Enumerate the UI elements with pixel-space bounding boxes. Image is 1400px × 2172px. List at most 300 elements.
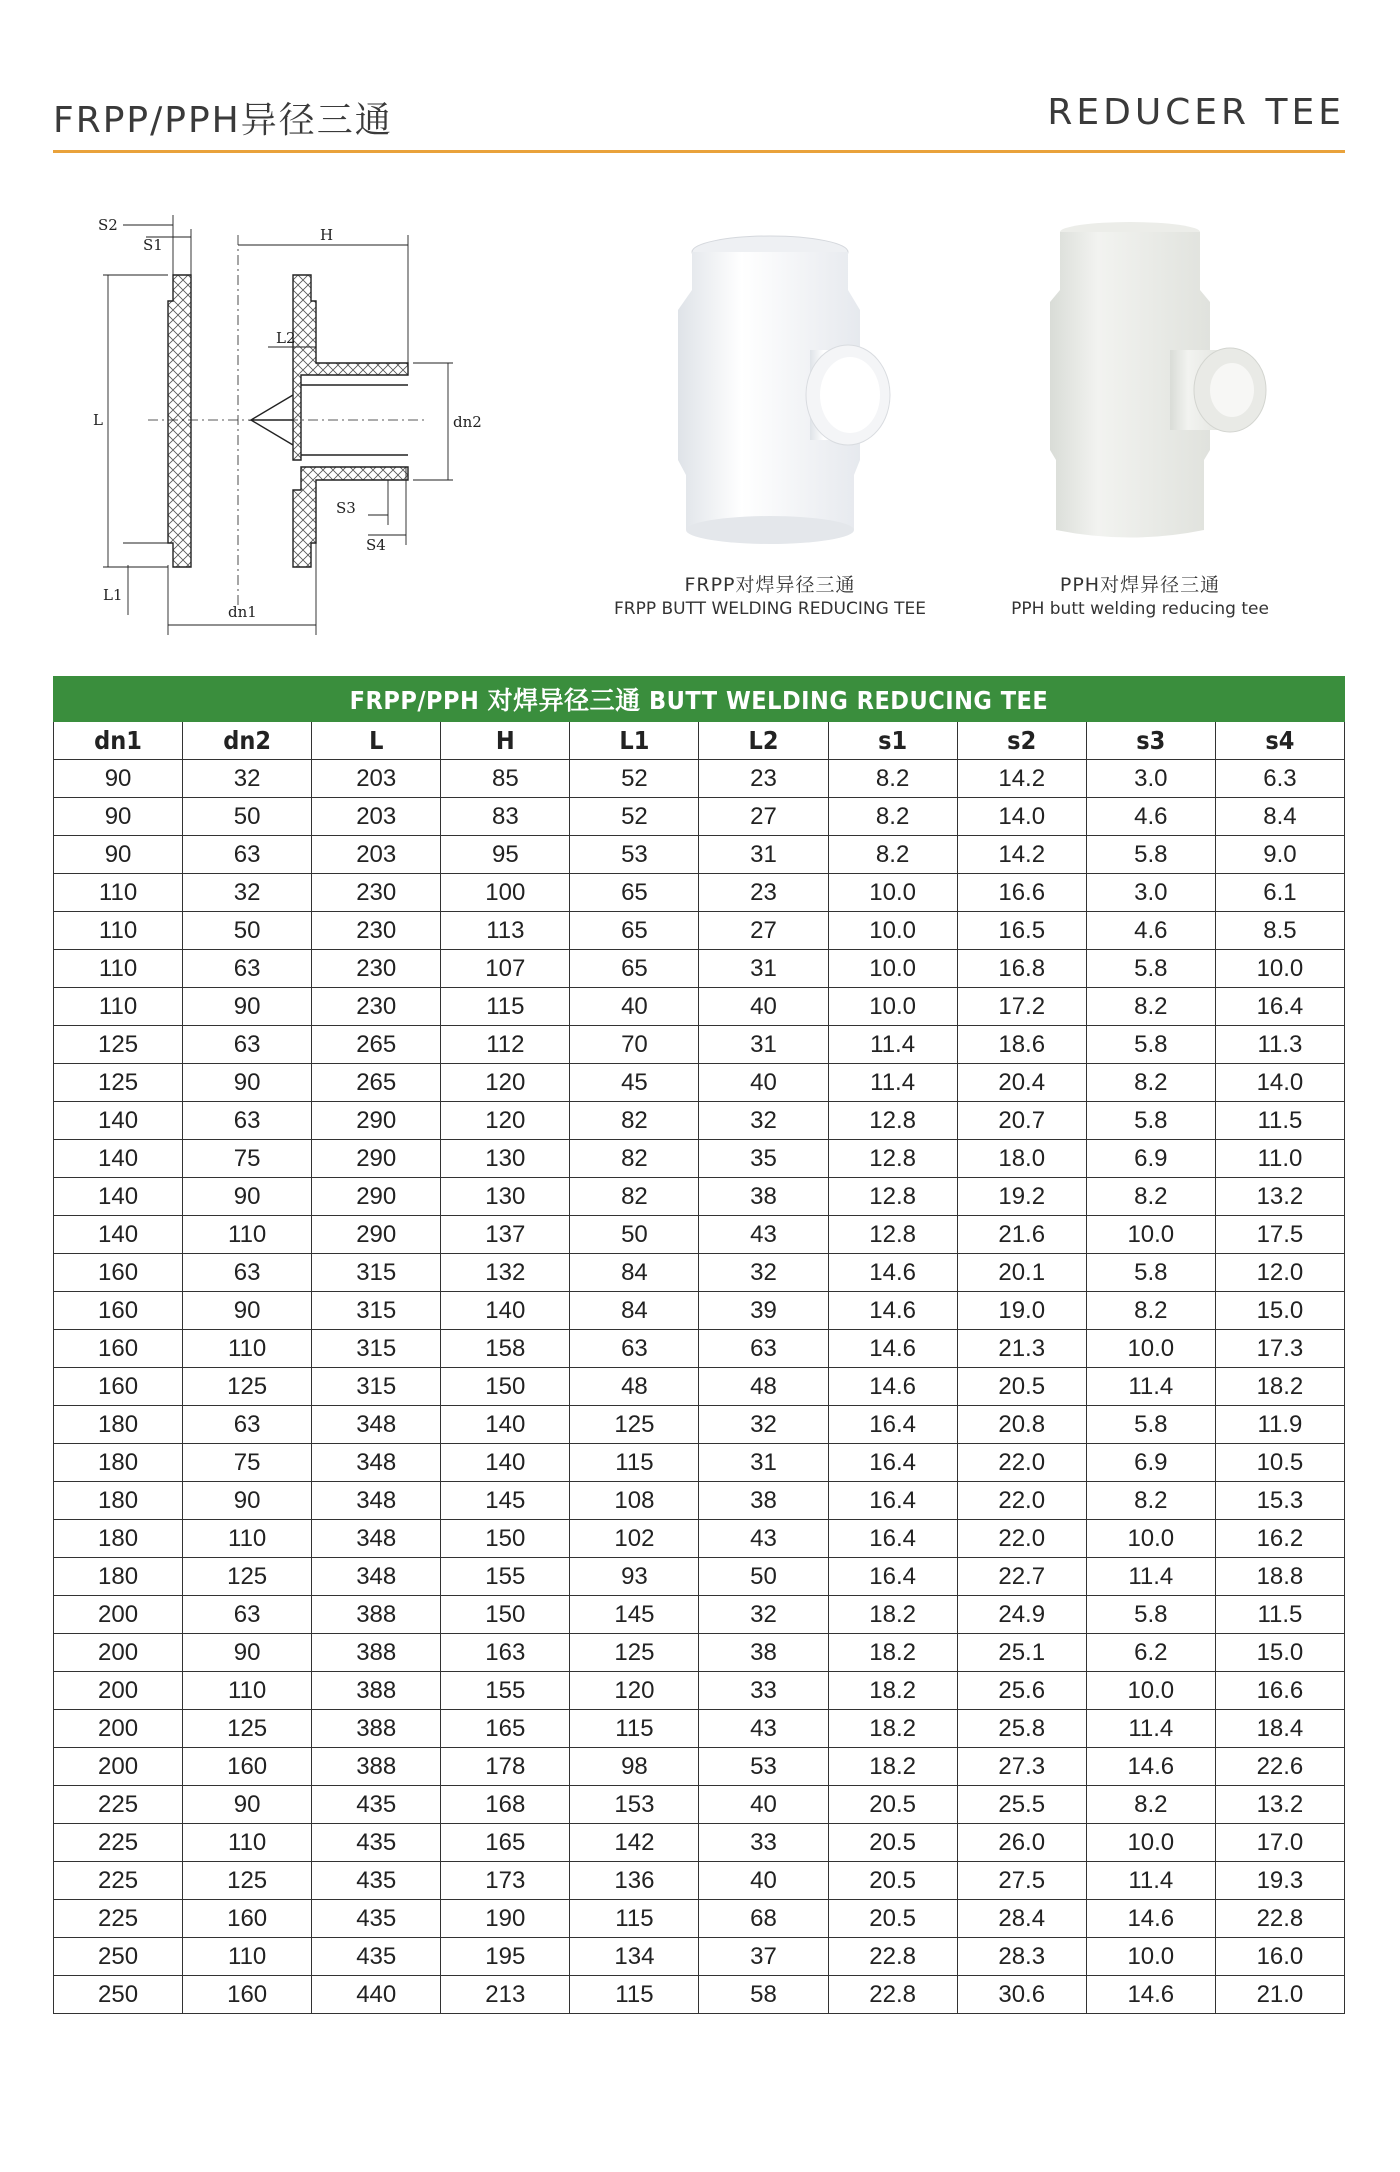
table-cell-l: 348 [312,1558,441,1596]
table-cell-s3: 5.8 [1086,950,1215,988]
table-cell-s3: 11.4 [1086,1558,1215,1596]
table-cell-s2: 22.0 [957,1520,1086,1558]
table-cell-h: 163 [441,1634,570,1672]
table-cell-dn1: 140 [54,1102,183,1140]
table-cell-dn2: 63 [183,1406,312,1444]
table-cell-s3: 5.8 [1086,1596,1215,1634]
table-row [54,1178,1345,1216]
table-cell-s1: 18.2 [828,1748,957,1786]
label-dn2: dn2 [453,413,482,431]
table-cell-l2: 31 [699,950,828,988]
table-cell-s2: 25.5 [957,1786,1086,1824]
table-cell-s2: 18.0 [957,1140,1086,1178]
table-row [54,1672,1345,1710]
table-cell-l2: 38 [699,1634,828,1672]
table-cell-s1: 11.4 [828,1026,957,1064]
table-cell-s2: 20.5 [957,1368,1086,1406]
table-cell-s3: 3.0 [1086,760,1215,798]
table-cell-s4: 18.8 [1215,1558,1344,1596]
table-cell-h: 145 [441,1482,570,1520]
table-cell-s1: 12.8 [828,1178,957,1216]
pph-caption-en: PPH butt welding reducing tee [1011,599,1269,619]
table-cell-dn1: 160 [54,1254,183,1292]
table-cell-h: 165 [441,1710,570,1748]
table-row [54,1634,1345,1672]
table-cell-l2: 32 [699,1596,828,1634]
table-cell-dn1: 200 [54,1748,183,1786]
table-cell-l: 388 [312,1672,441,1710]
table-cell-dn1: 90 [54,798,183,836]
table-cell-dn2: 160 [183,1900,312,1938]
table-cell-dn1: 200 [54,1634,183,1672]
table-cell-s1: 20.5 [828,1900,957,1938]
table-row [54,1292,1345,1330]
table-cell-dn2: 50 [183,912,312,950]
table-cell-dn1: 225 [54,1786,183,1824]
table-cell-s1: 16.4 [828,1444,957,1482]
table-cell-h: 190 [441,1900,570,1938]
table-body [54,760,1345,2014]
table-row [54,1216,1345,1254]
table-cell-l: 290 [312,1178,441,1216]
table-row [54,1064,1345,1102]
table-cell-s3: 6.9 [1086,1444,1215,1482]
table-cell-s4: 18.4 [1215,1710,1344,1748]
table-cell-s4: 11.0 [1215,1140,1344,1178]
technical-drawing [88,205,568,645]
table-cell-s4: 12.0 [1215,1254,1344,1292]
table-cell-l1: 70 [570,1026,699,1064]
table-row [54,988,1345,1026]
table-cell-dn1: 160 [54,1330,183,1368]
table-cell-s2: 22.0 [957,1444,1086,1482]
label-l2: L2 [276,329,296,347]
table-cell-l2: 31 [699,1444,828,1482]
table-cell-s4: 19.3 [1215,1862,1344,1900]
table-cell-l2: 33 [699,1672,828,1710]
column-header-l2: L2 [699,722,828,760]
table-cell-s3: 5.8 [1086,836,1215,874]
table-cell-dn1: 90 [54,836,183,874]
table-cell-dn1: 250 [54,1938,183,1976]
table-cell-s2: 20.7 [957,1102,1086,1140]
table-cell-s1: 12.8 [828,1102,957,1140]
table-cell-s4: 15.3 [1215,1482,1344,1520]
table-cell-dn2: 90 [183,988,312,1026]
table-cell-l2: 53 [699,1748,828,1786]
frpp-caption [575,570,965,619]
table-cell-s4: 13.2 [1215,1786,1344,1824]
table-cell-l1: 120 [570,1672,699,1710]
table-cell-s4: 22.6 [1215,1748,1344,1786]
table-cell-l1: 50 [570,1216,699,1254]
label-dn1: dn1 [228,603,257,621]
table-cell-s2: 16.6 [957,874,1086,912]
table-cell-s1: 8.2 [828,760,957,798]
table-cell-dn1: 200 [54,1596,183,1634]
table-cell-h: 168 [441,1786,570,1824]
table-cell-l2: 40 [699,1786,828,1824]
table-cell-dn1: 140 [54,1140,183,1178]
table-row [54,1786,1345,1824]
table-cell-s3: 14.6 [1086,1748,1215,1786]
label-l1: L1 [103,586,123,604]
table-cell-l2: 32 [699,1254,828,1292]
table-row [54,1520,1345,1558]
table-cell-l: 435 [312,1862,441,1900]
table-cell-l1: 52 [570,760,699,798]
table-cell-s4: 15.0 [1215,1634,1344,1672]
table-cell-l: 435 [312,1938,441,1976]
table-cell-s4: 11.5 [1215,1596,1344,1634]
table-cell-s2: 24.9 [957,1596,1086,1634]
table-cell-h: 120 [441,1064,570,1102]
table-cell-l1: 65 [570,950,699,988]
table-cell-s4: 6.1 [1215,874,1344,912]
table-cell-s1: 10.0 [828,988,957,1026]
table-cell-s1: 18.2 [828,1634,957,1672]
table-cell-s3: 6.2 [1086,1634,1215,1672]
table-cell-h: 155 [441,1558,570,1596]
table-cell-dn2: 125 [183,1862,312,1900]
table-cell-s2: 22.0 [957,1482,1086,1520]
table-cell-s4: 11.3 [1215,1026,1344,1064]
table-cell-s2: 21.6 [957,1216,1086,1254]
label-s1: S1 [143,236,163,254]
table-cell-h: 132 [441,1254,570,1292]
table-cell-s1: 18.2 [828,1596,957,1634]
table-cell-l2: 50 [699,1558,828,1596]
table-cell-s1: 14.6 [828,1292,957,1330]
table-cell-s1: 10.0 [828,874,957,912]
table-cell-s1: 16.4 [828,1520,957,1558]
table-cell-h: 95 [441,836,570,874]
table-cell-h: 83 [441,798,570,836]
table-cell-s1: 20.5 [828,1786,957,1824]
table-cell-dn2: 63 [183,1596,312,1634]
table-cell-dn1: 225 [54,1862,183,1900]
table-cell-dn2: 110 [183,1938,312,1976]
table-cell-dn2: 90 [183,1482,312,1520]
column-header-l: L [312,722,441,760]
table-cell-l: 348 [312,1520,441,1558]
table-cell-dn1: 180 [54,1444,183,1482]
table-row [54,1900,1345,1938]
table-cell-l2: 38 [699,1178,828,1216]
table-cell-s3: 10.0 [1086,1824,1215,1862]
table-cell-l: 230 [312,912,441,950]
frpp-caption-cn: FRPP对焊异径三通 [684,574,856,596]
table-cell-s3: 11.4 [1086,1862,1215,1900]
table-cell-l2: 32 [699,1406,828,1444]
table-cell-s4: 16.4 [1215,988,1344,1026]
table-cell-dn2: 160 [183,1976,312,2014]
table-cell-l1: 115 [570,1900,699,1938]
table-cell-dn1: 160 [54,1368,183,1406]
table-cell-l1: 115 [570,1976,699,2014]
page-title-cn: FRPP/PPH异径三通 [53,100,393,141]
table-cell-l1: 65 [570,912,699,950]
table-cell-s4: 11.5 [1215,1102,1344,1140]
table-cell-s1: 14.6 [828,1368,957,1406]
table-cell-s4: 8.4 [1215,798,1344,836]
table-cell-dn2: 90 [183,1292,312,1330]
table-cell-h: 150 [441,1520,570,1558]
table-cell-l: 348 [312,1444,441,1482]
table-cell-h: 178 [441,1748,570,1786]
table-cell-s3: 8.2 [1086,1064,1215,1102]
table-cell-l: 388 [312,1634,441,1672]
table-cell-s4: 17.3 [1215,1330,1344,1368]
table-cell-l1: 84 [570,1254,699,1292]
table-cell-h: 140 [441,1292,570,1330]
table-cell-l2: 23 [699,874,828,912]
table-cell-dn1: 90 [54,760,183,798]
table-cell-l2: 33 [699,1824,828,1862]
frpp-product-photo [660,230,900,550]
table-row [54,1748,1345,1786]
table-cell-s2: 28.4 [957,1900,1086,1938]
table-cell-l: 315 [312,1292,441,1330]
table-cell-h: 100 [441,874,570,912]
table-cell-s4: 16.2 [1215,1520,1344,1558]
table-cell-s1: 8.2 [828,798,957,836]
table-cell-s1: 14.6 [828,1330,957,1368]
column-header-l1: L1 [570,722,699,760]
table-cell-l1: 82 [570,1140,699,1178]
table-cell-l: 230 [312,988,441,1026]
table-cell-l2: 38 [699,1482,828,1520]
table-cell-l1: 40 [570,988,699,1026]
table-cell-dn2: 90 [183,1178,312,1216]
table-cell-l2: 27 [699,798,828,836]
table-cell-l: 348 [312,1406,441,1444]
table-row [54,798,1345,836]
table-cell-l: 348 [312,1482,441,1520]
table-cell-s2: 20.4 [957,1064,1086,1102]
table-cell-s2: 26.0 [957,1824,1086,1862]
table-cell-dn1: 110 [54,912,183,950]
table-row [54,1938,1345,1976]
table-cell-s3: 5.8 [1086,1406,1215,1444]
table-cell-l: 203 [312,760,441,798]
table-cell-s2: 28.3 [957,1938,1086,1976]
table-cell-s2: 25.6 [957,1672,1086,1710]
table-cell-dn2: 63 [183,950,312,988]
table-cell-dn2: 50 [183,798,312,836]
table-cell-dn1: 225 [54,1824,183,1862]
table-cell-dn1: 160 [54,1292,183,1330]
table-row [54,950,1345,988]
table-row [54,1596,1345,1634]
table-cell-s2: 14.2 [957,760,1086,798]
table-row [54,1406,1345,1444]
table-cell-l: 290 [312,1102,441,1140]
table-cell-dn2: 32 [183,760,312,798]
table-cell-l: 203 [312,798,441,836]
table-row [54,1026,1345,1064]
table-cell-s3: 8.2 [1086,1482,1215,1520]
table-cell-h: 155 [441,1672,570,1710]
table-cell-h: 107 [441,950,570,988]
table-cell-l2: 39 [699,1292,828,1330]
table-cell-dn2: 125 [183,1368,312,1406]
table-row [54,1254,1345,1292]
table-cell-s1: 22.8 [828,1976,957,2014]
pph-caption [960,570,1320,619]
table-cell-s1: 10.0 [828,950,957,988]
table-cell-s2: 19.2 [957,1178,1086,1216]
table-cell-s3: 6.9 [1086,1140,1215,1178]
table-cell-l2: 23 [699,760,828,798]
table-cell-s3: 4.6 [1086,798,1215,836]
table-cell-s1: 16.4 [828,1482,957,1520]
table-cell-l1: 63 [570,1330,699,1368]
table-row [54,1140,1345,1178]
table-cell-l2: 35 [699,1140,828,1178]
table-cell-s1: 18.2 [828,1672,957,1710]
table-cell-l: 265 [312,1064,441,1102]
table-cell-s1: 12.8 [828,1140,957,1178]
pph-caption-cn: PPH对焊异径三通 [1059,574,1221,596]
table-header-row [54,722,1345,760]
table-cell-l: 203 [312,836,441,874]
table-cell-dn1: 110 [54,950,183,988]
table-cell-s4: 10.5 [1215,1444,1344,1482]
table-cell-s4: 22.8 [1215,1900,1344,1938]
table-row [54,1482,1345,1520]
table-cell-l2: 58 [699,1976,828,2014]
table-cell-s4: 17.0 [1215,1824,1344,1862]
table-cell-l1: 136 [570,1862,699,1900]
column-header-s1: s1 [828,722,957,760]
table-cell-dn1: 125 [54,1064,183,1102]
table-cell-dn2: 125 [183,1558,312,1596]
table-cell-s2: 20.8 [957,1406,1086,1444]
table-cell-s4: 9.0 [1215,836,1344,874]
table-cell-l1: 115 [570,1444,699,1482]
table-cell-dn2: 90 [183,1634,312,1672]
table-cell-dn2: 63 [183,1026,312,1064]
table-cell-l2: 40 [699,1064,828,1102]
table-cell-s2: 21.3 [957,1330,1086,1368]
table-cell-l1: 45 [570,1064,699,1102]
table-row [54,1710,1345,1748]
table-cell-l: 388 [312,1748,441,1786]
table-cell-s3: 8.2 [1086,988,1215,1026]
table-cell-l1: 115 [570,1710,699,1748]
table-cell-h: 195 [441,1938,570,1976]
table-row [54,1824,1345,1862]
table-cell-l: 315 [312,1330,441,1368]
table-cell-s2: 22.7 [957,1558,1086,1596]
table-cell-s4: 16.6 [1215,1672,1344,1710]
table-cell-s2: 30.6 [957,1976,1086,2014]
table-cell-s3: 11.4 [1086,1368,1215,1406]
table-row [54,836,1345,874]
table-cell-l2: 43 [699,1520,828,1558]
table-cell-l2: 31 [699,836,828,874]
table-cell-l2: 43 [699,1216,828,1254]
table-cell-dn2: 63 [183,1254,312,1292]
table-cell-l1: 84 [570,1292,699,1330]
table-cell-s4: 13.2 [1215,1178,1344,1216]
table-cell-s2: 16.8 [957,950,1086,988]
table-cell-s2: 19.0 [957,1292,1086,1330]
table-cell-l1: 82 [570,1178,699,1216]
table-cell-l: 435 [312,1786,441,1824]
table-cell-dn2: 110 [183,1330,312,1368]
table-cell-dn1: 180 [54,1482,183,1520]
table-cell-s3: 10.0 [1086,1216,1215,1254]
table-cell-h: 150 [441,1596,570,1634]
table-cell-l2: 63 [699,1330,828,1368]
table-cell-l2: 40 [699,988,828,1026]
table-cell-s3: 10.0 [1086,1330,1215,1368]
table-cell-s2: 14.0 [957,798,1086,836]
column-header-s2: s2 [957,722,1086,760]
table-cell-h: 113 [441,912,570,950]
spec-table-container [53,676,1345,2014]
table-cell-l: 230 [312,874,441,912]
table-cell-s2: 25.1 [957,1634,1086,1672]
table-cell-dn1: 180 [54,1520,183,1558]
label-s3: S3 [336,499,356,517]
table-cell-s1: 10.0 [828,912,957,950]
table-cell-s1: 22.8 [828,1938,957,1976]
table-cell-s3: 5.8 [1086,1254,1215,1292]
table-cell-s3: 14.6 [1086,1976,1215,2014]
table-cell-l1: 125 [570,1406,699,1444]
table-cell-s1: 20.5 [828,1862,957,1900]
table-row [54,1558,1345,1596]
table-row [54,1976,1345,2014]
table-cell-h: 165 [441,1824,570,1862]
table-cell-l1: 134 [570,1938,699,1976]
table-cell-h: 130 [441,1178,570,1216]
table-row [54,1444,1345,1482]
table-cell-h: 140 [441,1444,570,1482]
label-l: L [93,411,103,429]
table-cell-s4: 8.5 [1215,912,1344,950]
table-cell-l1: 145 [570,1596,699,1634]
table-cell-l: 388 [312,1596,441,1634]
table-cell-dn2: 63 [183,836,312,874]
table-cell-s1: 18.2 [828,1710,957,1748]
table-cell-l: 230 [312,950,441,988]
table-cell-s2: 27.5 [957,1862,1086,1900]
table-cell-l1: 102 [570,1520,699,1558]
column-header-s3: s3 [1086,722,1215,760]
table-row [54,912,1345,950]
table-cell-s2: 16.5 [957,912,1086,950]
page-header [53,92,1345,153]
table-cell-h: 137 [441,1216,570,1254]
table-cell-s3: 10.0 [1086,1938,1215,1976]
table-cell-s3: 4.6 [1086,912,1215,950]
table-cell-dn1: 180 [54,1406,183,1444]
table-row [54,1102,1345,1140]
spec-table [53,676,1345,2014]
table-cell-l1: 48 [570,1368,699,1406]
table-cell-s4: 18.2 [1215,1368,1344,1406]
column-header-dn2: dn2 [183,722,312,760]
table-cell-dn1: 200 [54,1672,183,1710]
table-row [54,874,1345,912]
table-cell-s1: 16.4 [828,1558,957,1596]
table-cell-dn2: 110 [183,1216,312,1254]
table-cell-s4: 10.0 [1215,950,1344,988]
